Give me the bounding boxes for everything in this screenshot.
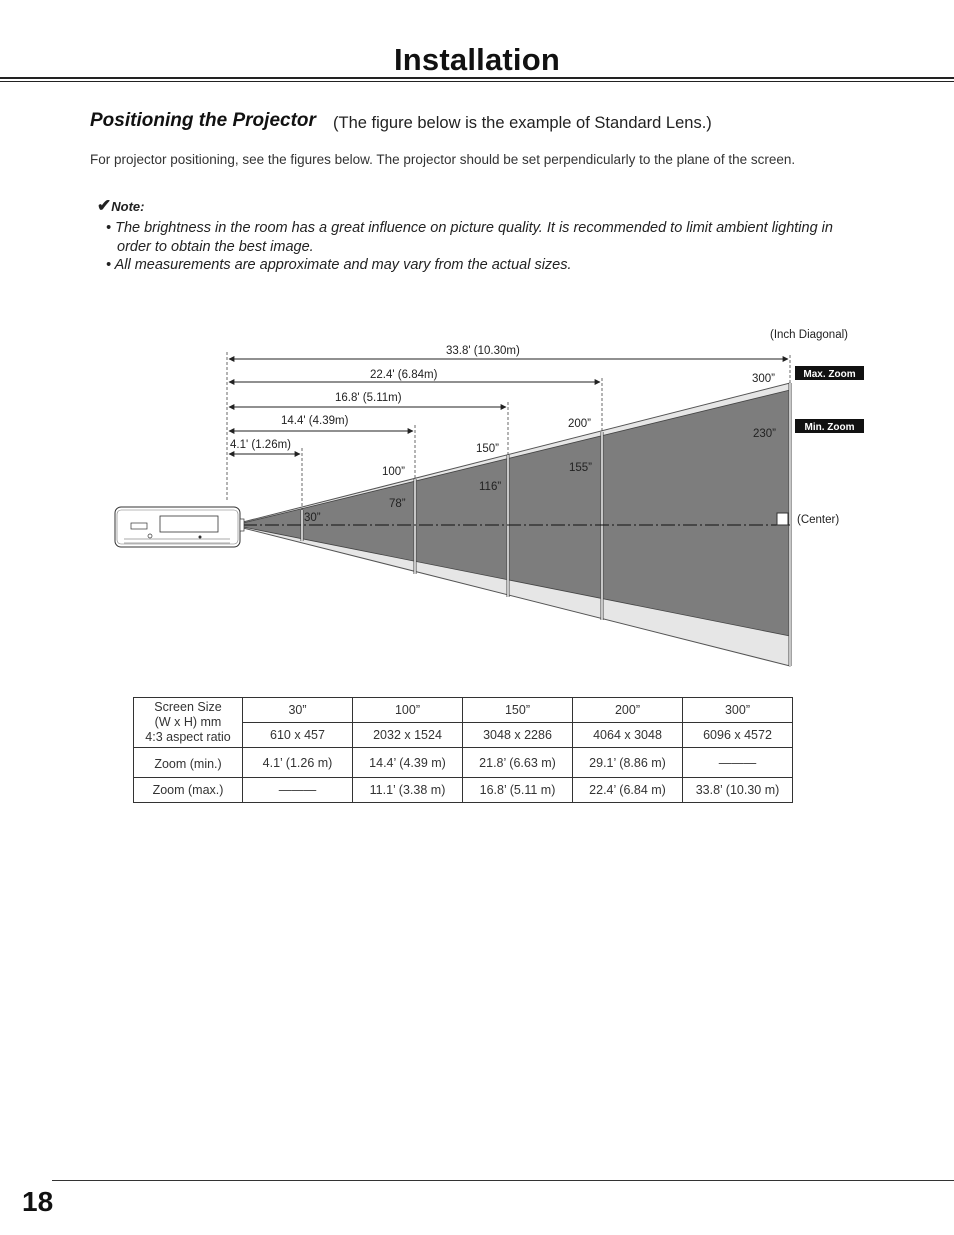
size-label-min: 116” [479,481,502,493]
table-cell: 14.4’ (4.39 m) [353,748,463,778]
table-row [134,748,793,778]
inch-diagonal-label: (Inch Diagonal) [770,329,848,341]
section-title: Positioning the Projector [90,110,316,131]
size-label-max: 100” [382,466,406,478]
header-line: (W x H) mm [154,715,222,729]
size-label-max: 200” [568,418,592,430]
distance-label: 14.4' (4.39m) [281,415,349,427]
section-subtitle: (The figure below is the example of Standard Lens.) [333,114,712,132]
table-cell: 150” [463,698,573,723]
size-label-min: 155” [569,462,593,474]
table-cell: 11.1’ (3.38 m) [353,778,463,803]
min-zoom-label: Min. Zoom [804,422,855,433]
table-cell: ——— [683,748,793,778]
center-label: (Center) [797,514,840,526]
size-label-max: 300” [752,373,776,385]
note-heading [97,196,144,216]
table-cell: 29.1’ (8.86 m) [573,748,683,778]
size-label-min: 78” [389,498,406,510]
projection-diagram [0,300,954,690]
checkmark-icon: ✔ [97,196,112,215]
table-cell: 4.1’ (1.26 m) [243,748,353,778]
table-cell: 22.4’ (6.84 m) [573,778,683,803]
table-cell: 4064 x 3048 [573,723,683,748]
size-label-min: 230” [753,428,777,440]
table-cell: 30” [243,698,353,723]
table-cell: 16.8’ (5.11 m) [463,778,573,803]
table-row [134,778,793,803]
table-cell: 6096 x 4572 [683,723,793,748]
distance-label: 16.8' (5.11m) [335,392,402,404]
center-marker [777,513,788,525]
projector-icon [115,507,244,547]
table-cell: 33.8’ (10.30 m) [683,778,793,803]
header-rule [0,77,954,79]
header-rule-thin [0,81,954,82]
table-cell: 21.8’ (6.63 m) [463,748,573,778]
distance-label: 4.1' (1.26m) [230,439,291,451]
table-cell: 2032 x 1524 [353,723,463,748]
table-row [134,698,793,723]
header-line: 4:3 aspect ratio [145,730,231,744]
table-row-label: Zoom (max.) [134,778,243,803]
table-cell: ——— [243,778,353,803]
table-row-label: Zoom (min.) [134,748,243,778]
page-title: Installation [393,42,561,77]
table-header-cell [134,698,243,748]
header-line: Screen Size [154,700,222,714]
note-label: Note: [111,199,145,214]
size-label-min: 30” [304,512,321,524]
note-item: • All measurements are approximate and may vary from the actual sizes. [106,257,572,273]
table-cell: 3048 x 2286 [463,723,573,748]
screen-size-table [133,697,793,803]
page-number: 18 [22,1186,54,1217]
distance-label: 33.8' (10.30m) [446,345,520,357]
distance-label: 22.4' (6.84m) [370,369,438,381]
table-cell: 300” [683,698,793,723]
note-list [106,219,846,275]
table-cell: 610 x 457 [243,723,353,748]
footer-rule [52,1180,954,1181]
table-cell: 200” [573,698,683,723]
note-item: • The brightness in the room has a great influence on picture quality. It is recommended to limit ambient lighting in order to obtain the best image. [106,220,833,255]
intro-paragraph: For projector positioning, see the figures below. The projector should be set perpendicularly to the plane of the screen. [90,152,796,167]
table-cell: 100” [353,698,463,723]
max-zoom-label: Max. Zoom [803,369,856,380]
size-label-max: 150” [476,443,500,455]
